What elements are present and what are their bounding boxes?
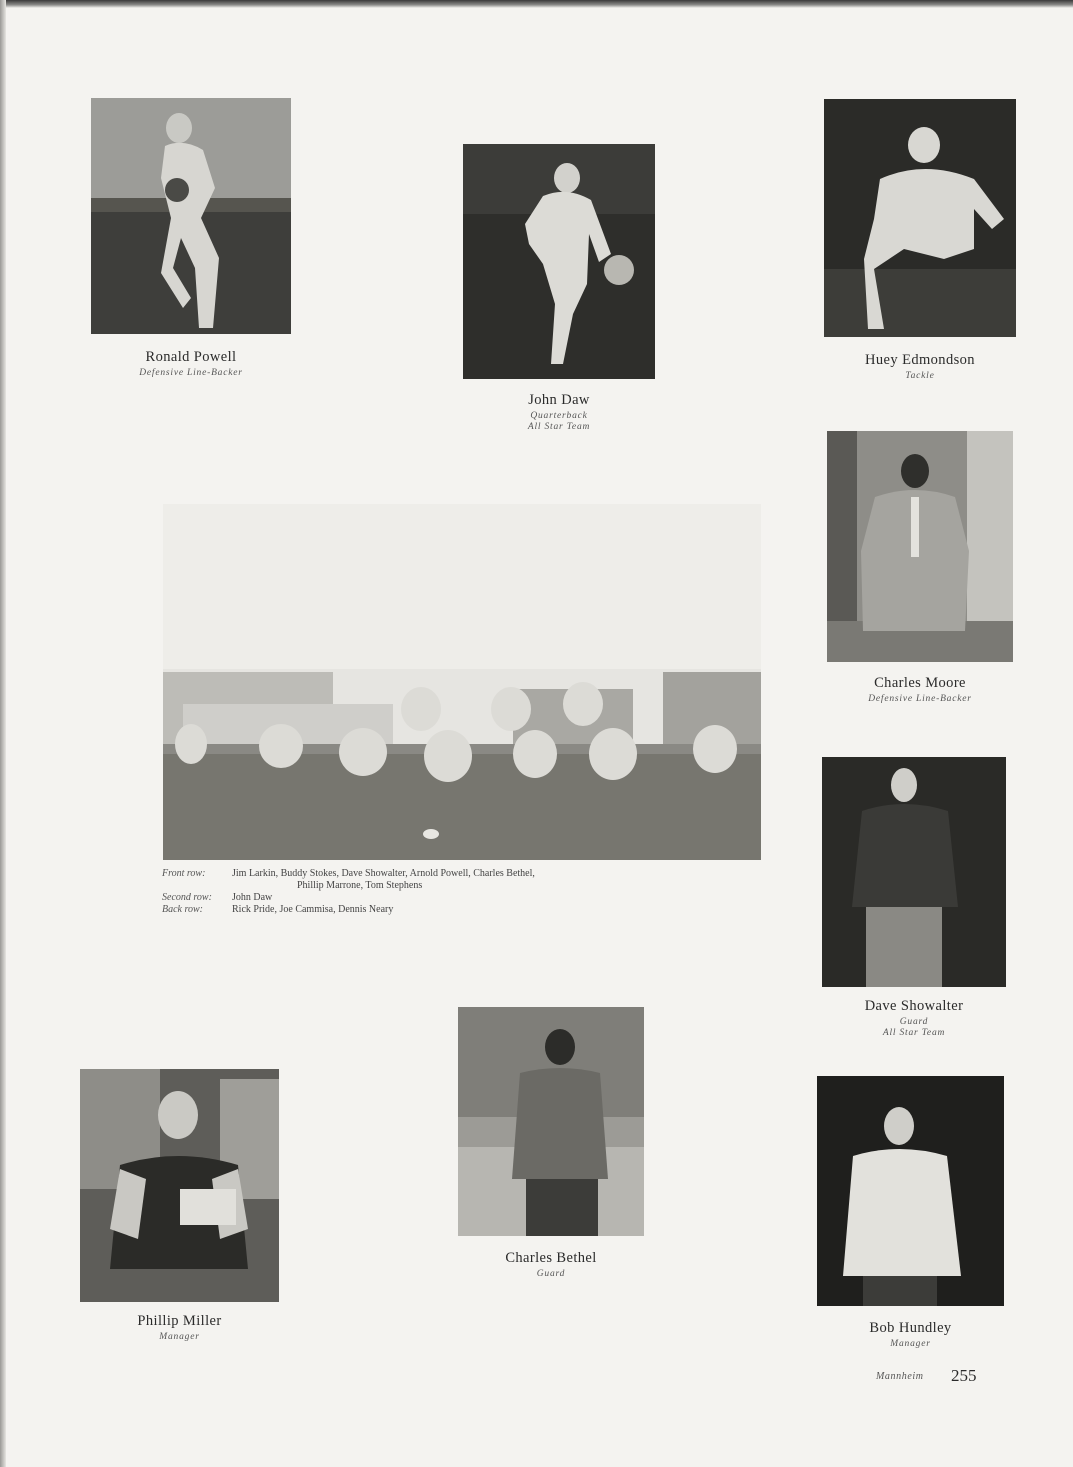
photo-bob-hundley	[817, 1076, 1004, 1306]
photo-ronald-powell	[91, 98, 291, 334]
page-binding-edge	[0, 0, 6, 1467]
caption-charles-bethel	[458, 1250, 644, 1280]
second-row-names: John Daw	[232, 892, 273, 903]
back-row-label: Back row:	[162, 904, 204, 915]
player-position: Tackle	[905, 370, 935, 381]
player-position: Defensive Line-Backer	[868, 693, 972, 704]
group-photo-caption	[162, 868, 757, 916]
player-name: Charles Moore	[874, 675, 966, 691]
caption-ronald-powell	[91, 349, 291, 379]
player-name: Charles Bethel	[505, 1250, 597, 1266]
front-row-names-cont: Phillip Marrone, Tom Stephens	[297, 880, 423, 891]
footer-school-name: Mannheim	[876, 1371, 924, 1382]
player-position: Guard	[899, 1016, 929, 1027]
player-honor: All Star Team	[527, 421, 591, 432]
second-row-label: Second row:	[162, 892, 212, 903]
player-name: Ronald Powell	[145, 349, 237, 365]
back-row-names: Rick Pride, Joe Cammisa, Dennis Neary	[232, 904, 394, 915]
photo-huey-edmondson	[824, 99, 1016, 337]
player-name: Bob Hundley	[869, 1320, 952, 1336]
player-position: Manager	[890, 1338, 931, 1349]
player-position: Quarterback	[530, 410, 588, 421]
team-group-photo	[163, 504, 761, 860]
page-top-edge	[0, 0, 1073, 8]
caption-dave-showalter	[822, 998, 1006, 1039]
player-position: Manager	[159, 1331, 200, 1342]
front-row-label: Front row:	[162, 868, 206, 879]
front-row-names: Jim Larkin, Buddy Stokes, Dave Showalter, Arnold Powell, Charles Bethel,	[232, 868, 535, 879]
player-position: Guard	[536, 1268, 566, 1279]
caption-huey-edmondson	[824, 352, 1016, 382]
player-position: Defensive Line-Backer	[139, 367, 243, 378]
photo-charles-bethel	[458, 1007, 644, 1236]
player-name: Dave Showalter	[864, 998, 964, 1014]
caption-john-daw	[463, 392, 655, 433]
player-name: Huey Edmondson	[865, 352, 975, 368]
page-number: 255	[951, 1366, 977, 1385]
photo-john-daw	[463, 144, 655, 379]
player-honor: All Star Team	[882, 1027, 946, 1038]
photo-dave-showalter	[822, 757, 1006, 987]
player-name: John Daw	[528, 392, 590, 408]
caption-bob-hundley	[817, 1320, 1004, 1350]
caption-phillip-miller	[80, 1313, 279, 1343]
photo-charles-moore	[827, 431, 1013, 662]
caption-charles-moore	[827, 675, 1013, 705]
player-name: Phillip Miller	[137, 1313, 222, 1329]
photo-phillip-miller	[80, 1069, 279, 1302]
